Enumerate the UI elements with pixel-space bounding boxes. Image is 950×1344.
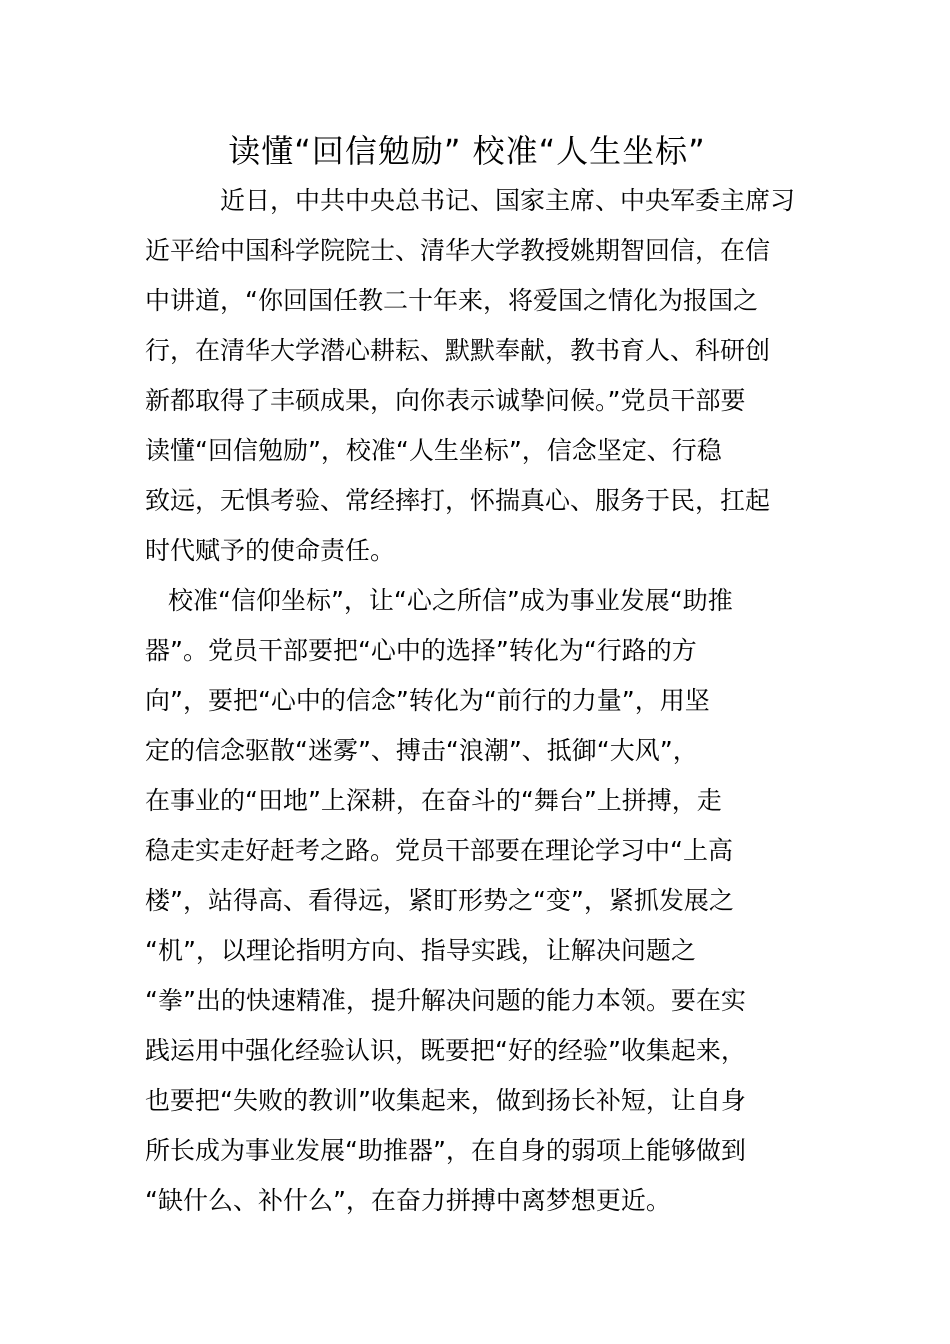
text-line: “拳”出的快速精准，提升解决问题的能力本领。要在实 (145, 986, 746, 1015)
text-line: 近日，中共中央总书记、国家主席、中央军委主席习 (220, 186, 796, 215)
text-line: 致远，无惧考验、常经摔打，怀揣真心、服务于民，扛起 (145, 486, 771, 515)
text-line: 稳走实走好赶考之路。党员干部要在理论学习中“上高 (145, 836, 733, 865)
text-line: 行，在清华大学潜心耕耘、默默奉献，教书育人、科研创 (145, 336, 771, 365)
text-line: 也要把“失败的教训”收集起来，做到扬长补短，让自身 (145, 1086, 746, 1115)
text-line: 在事业的“田地”上深耕，在奋斗的“舞台”上拼搏，走 (145, 786, 722, 815)
paragraph-1 (145, 176, 809, 576)
text-line: 近平给中国科学院院士、清华大学教授姚期智回信，在信 (145, 236, 771, 265)
text-line: 校准“信仰坐标”，让“心之所信”成为事业发展“助推 (168, 586, 733, 615)
text-line: 践运用中强化经验认识，既要把“好的经验”收集起来， (145, 1036, 746, 1065)
text-line: 时代赋予的使命责任。 (145, 536, 396, 565)
text-line: 所长成为事业发展“助推器”，在自身的弱项上能够做到 (145, 1136, 746, 1165)
text-line: “机”，以理论指明方向、指导实践，让解决问题之 (145, 936, 696, 965)
text-line: 新都取得了丰硕成果，向你表示诚挚问候。”党员干部要 (145, 386, 746, 415)
text-line: 中讲道，“你回国任教二十年来，将爱国之情化为报国之 (145, 286, 758, 315)
text-line: “缺什么、补什么”，在奋力拼搏中离梦想更近。 (145, 1186, 671, 1215)
text-line: 定的信念驱散“迷雾”、搏击“浪潮”、抵御“大风”， (145, 736, 698, 765)
paragraph-2 (145, 576, 809, 1226)
document-body (145, 176, 809, 1226)
text-line: 楼”，站得高、看得远，紧盯形势之“变”，紧抓发展之 (145, 886, 734, 915)
document-title: 读懂“回信勉励” 校准“人生坐标” (228, 132, 706, 170)
text-line: 器”。党员干部要把“心中的选择”转化为“行路的方 (145, 636, 697, 665)
text-line: 读懂“回信勉励”，校准“人生坐标”，信念坚定、行稳 (145, 436, 722, 465)
text-line: 向”，要把“心中的信念”转化为“前行的力量”，用坚 (145, 686, 710, 715)
